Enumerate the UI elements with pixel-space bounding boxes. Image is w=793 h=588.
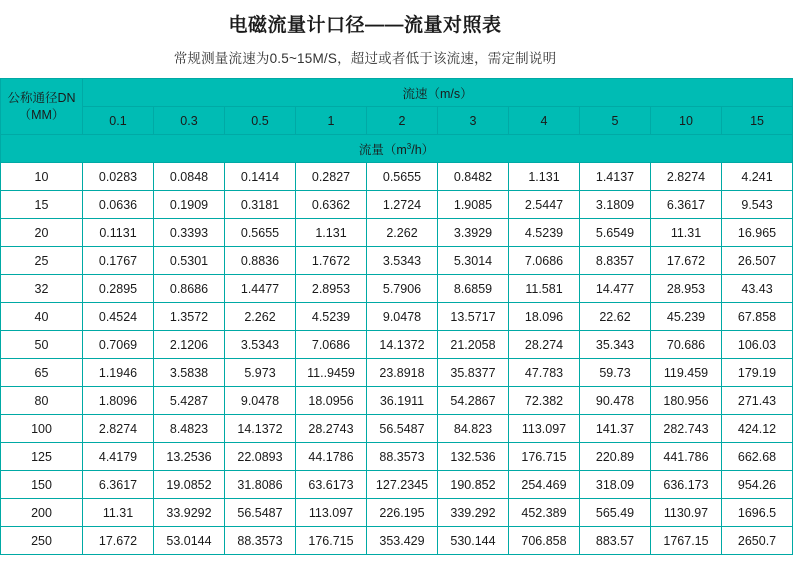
cell-flow: 141.37 [580,415,651,443]
cell-flow: 127.2345 [367,471,438,499]
cell-flow: 90.478 [580,387,651,415]
cell-flow: 4.241 [722,163,793,191]
cell-flow: 14.1372 [367,331,438,359]
flow-band-header [1,135,793,163]
cell-flow: 318.09 [580,471,651,499]
flow-band-prefix: 流量（m [358,142,407,157]
cell-flow: 35.343 [580,331,651,359]
dn-header-line1: 公称通径DN [7,90,76,105]
table-row [1,359,793,387]
cell-flow: 8.4823 [154,415,225,443]
table-header-row-group [1,79,793,107]
cell-flow: 67.858 [722,303,793,331]
cell-flow: 1.9085 [438,191,509,219]
cell-flow: 3.5838 [154,359,225,387]
cell-flow: 0.0636 [83,191,154,219]
cell-flow: 36.1911 [367,387,438,415]
cell-flow: 63.6173 [296,471,367,499]
cell-flow: 2.8274 [651,163,722,191]
cell-dn: 150 [1,471,83,499]
cell-flow: 14.1372 [225,415,296,443]
cell-flow: 11..9459 [296,359,367,387]
cell-dn: 20 [1,219,83,247]
table-row [1,415,793,443]
table-row [1,331,793,359]
cell-flow: 35.8377 [438,359,509,387]
cell-flow: 17.672 [651,247,722,275]
cell-flow: 1767.15 [651,527,722,555]
cell-flow: 254.469 [509,471,580,499]
cell-flow: 3.5343 [225,331,296,359]
cell-flow: 530.144 [438,527,509,555]
cell-flow: 0.5655 [367,163,438,191]
table-header-row-velocities [1,107,793,135]
cell-dn: 65 [1,359,83,387]
cell-dn: 125 [1,443,83,471]
cell-flow: 26.507 [722,247,793,275]
cell-dn: 15 [1,191,83,219]
cell-flow: 2.262 [367,219,438,247]
cell-flow: 88.3573 [225,527,296,555]
cell-flow: 1.8096 [83,387,154,415]
cell-flow: 0.1414 [225,163,296,191]
cell-flow: 3.1809 [580,191,651,219]
page-title: 电磁流量计口径——流量对照表 [228,15,502,36]
cell-flow: 3.5343 [367,247,438,275]
cell-flow: 9.0478 [225,387,296,415]
cell-flow: 7.0686 [296,331,367,359]
cell-flow: 22.62 [580,303,651,331]
cell-flow: 452.389 [509,499,580,527]
cell-flow: 19.0852 [154,471,225,499]
cell-flow: 0.2895 [83,275,154,303]
cell-flow: 0.3181 [225,191,296,219]
cell-flow: 565.49 [580,499,651,527]
cell-dn: 80 [1,387,83,415]
cell-flow: 72.382 [509,387,580,415]
cell-dn: 25 [1,247,83,275]
cell-flow: 883.57 [580,527,651,555]
cell-dn: 10 [1,163,83,191]
table-band-row-flow [1,135,793,163]
cell-flow: 43.43 [722,275,793,303]
cell-flow: 5.3014 [438,247,509,275]
header-cell-velocity-0: 0.1 [83,107,154,135]
table-row [1,527,793,555]
cell-flow: 113.097 [509,415,580,443]
cell-flow: 59.73 [580,359,651,387]
cell-flow: 0.6362 [296,191,367,219]
cell-flow: 18.0956 [296,387,367,415]
cell-flow: 22.0893 [225,443,296,471]
cell-flow: 31.8086 [225,471,296,499]
cell-flow: 11.31 [83,499,154,527]
cell-flow: 0.2827 [296,163,367,191]
cell-flow: 226.195 [367,499,438,527]
cell-flow: 176.715 [296,527,367,555]
cell-dn: 200 [1,499,83,527]
table-body [1,79,793,555]
cell-flow: 113.097 [296,499,367,527]
cell-flow: 1.131 [296,219,367,247]
cell-dn: 40 [1,303,83,331]
cell-flow: 1.131 [509,163,580,191]
cell-flow: 282.743 [651,415,722,443]
table-row [1,387,793,415]
cell-flow: 0.0848 [154,163,225,191]
cell-flow: 220.89 [580,443,651,471]
cell-flow: 1.4477 [225,275,296,303]
cell-flow: 70.686 [651,331,722,359]
cell-flow: 0.8836 [225,247,296,275]
cell-flow: 636.173 [651,471,722,499]
cell-flow: 28.274 [509,331,580,359]
cell-dn: 100 [1,415,83,443]
cell-flow: 17.672 [83,527,154,555]
flow-band-suffix: /h） [411,142,435,157]
header-cell-velocity-7: 5 [580,107,651,135]
cell-flow: 2650.7 [722,527,793,555]
cell-flow: 1.3572 [154,303,225,331]
cell-flow: 119.459 [651,359,722,387]
cell-flow: 954.26 [722,471,793,499]
cell-flow: 106.03 [722,331,793,359]
cell-flow: 2.1206 [154,331,225,359]
cell-flow: 47.783 [509,359,580,387]
cell-flow: 339.292 [438,499,509,527]
cell-flow: 6.3617 [651,191,722,219]
cell-flow: 1696.5 [722,499,793,527]
cell-flow: 132.536 [438,443,509,471]
cell-flow: 0.5655 [225,219,296,247]
table-row [1,471,793,499]
cell-flow: 706.858 [509,527,580,555]
cell-flow: 2.262 [225,303,296,331]
cell-dn: 50 [1,331,83,359]
cell-flow: 0.1909 [154,191,225,219]
cell-flow: 176.715 [509,443,580,471]
cell-flow: 88.3573 [367,443,438,471]
cell-flow: 3.3929 [438,219,509,247]
cell-flow: 4.5239 [296,303,367,331]
table-row [1,247,793,275]
cell-flow: 13.5717 [438,303,509,331]
cell-flow: 18.096 [509,303,580,331]
header-cell-velocity-2: 0.5 [225,107,296,135]
cell-flow: 33.9292 [154,499,225,527]
cell-flow: 0.8482 [438,163,509,191]
table-row [1,163,793,191]
cell-flow: 2.8953 [296,275,367,303]
cell-flow: 16.965 [722,219,793,247]
table-row [1,499,793,527]
cell-flow: 4.5239 [509,219,580,247]
cell-flow: 190.852 [438,471,509,499]
cell-flow: 1.1946 [83,359,154,387]
cell-flow: 7.0686 [509,247,580,275]
cell-flow: 23.8918 [367,359,438,387]
table-row [1,275,793,303]
cell-dn: 32 [1,275,83,303]
cell-flow: 5.4287 [154,387,225,415]
header-cell-velocity-1: 0.3 [154,107,225,135]
cell-flow: 2.8274 [83,415,154,443]
cell-flow: 662.68 [722,443,793,471]
cell-flow: 271.43 [722,387,793,415]
cell-flow: 13.2536 [154,443,225,471]
cell-flow: 21.2058 [438,331,509,359]
table-row [1,191,793,219]
cell-flow: 0.4524 [83,303,154,331]
cell-flow: 84.823 [438,415,509,443]
cell-dn: 250 [1,527,83,555]
cell-flow: 11.581 [509,275,580,303]
header-cell-velocity-9: 15 [722,107,793,135]
header-cell-velocity-8: 10 [651,107,722,135]
cell-flow: 9.0478 [367,303,438,331]
cell-flow: 14.477 [580,275,651,303]
cell-flow: 0.0283 [83,163,154,191]
header-cell-velocity-4: 2 [367,107,438,135]
cell-flow: 28.2743 [296,415,367,443]
cell-flow: 441.786 [651,443,722,471]
cell-flow: 9.543 [722,191,793,219]
cell-flow: 11.31 [651,219,722,247]
header-cell-dn [1,79,83,135]
header-cell-velocity-5: 3 [438,107,509,135]
cell-flow: 8.6859 [438,275,509,303]
cell-flow: 5.6549 [580,219,651,247]
cell-flow: 180.956 [651,387,722,415]
cell-flow: 28.953 [651,275,722,303]
cell-flow: 45.239 [651,303,722,331]
table-row [1,219,793,247]
cell-flow: 4.4179 [83,443,154,471]
cell-flow: 5.7906 [367,275,438,303]
cell-flow: 8.8357 [580,247,651,275]
page-subtitle: 常规测量流速为0.5~15M/S，超过或者低于该流速，需定制说明 [173,51,557,66]
cell-flow: 0.1131 [83,219,154,247]
cell-flow: 2.5447 [509,191,580,219]
flow-comparison-table [0,78,793,555]
cell-flow: 179.19 [722,359,793,387]
cell-flow: 424.12 [722,415,793,443]
cell-flow: 53.0144 [154,527,225,555]
cell-flow: 56.5487 [225,499,296,527]
header-cell-velocity-group: 流速（m/s） [83,79,793,107]
cell-flow: 0.8686 [154,275,225,303]
header-cell-velocity-3: 1 [296,107,367,135]
header-cell-velocity-6: 4 [509,107,580,135]
cell-flow: 1.7672 [296,247,367,275]
cell-flow: 5.973 [225,359,296,387]
cell-flow: 0.5301 [154,247,225,275]
table-row [1,303,793,331]
cell-flow: 1.4137 [580,163,651,191]
cell-flow: 0.3393 [154,219,225,247]
cell-flow: 1130.97 [651,499,722,527]
cell-flow: 54.2867 [438,387,509,415]
flow-band-sup: 3 [406,141,412,151]
cell-flow: 56.5487 [367,415,438,443]
cell-flow: 6.3617 [83,471,154,499]
cell-flow: 1.2724 [367,191,438,219]
dn-header-line2: （MM） [18,107,65,122]
cell-flow: 0.7069 [83,331,154,359]
cell-flow: 353.429 [367,527,438,555]
cell-flow: 44.1786 [296,443,367,471]
table-row [1,443,793,471]
cell-flow: 0.1767 [83,247,154,275]
